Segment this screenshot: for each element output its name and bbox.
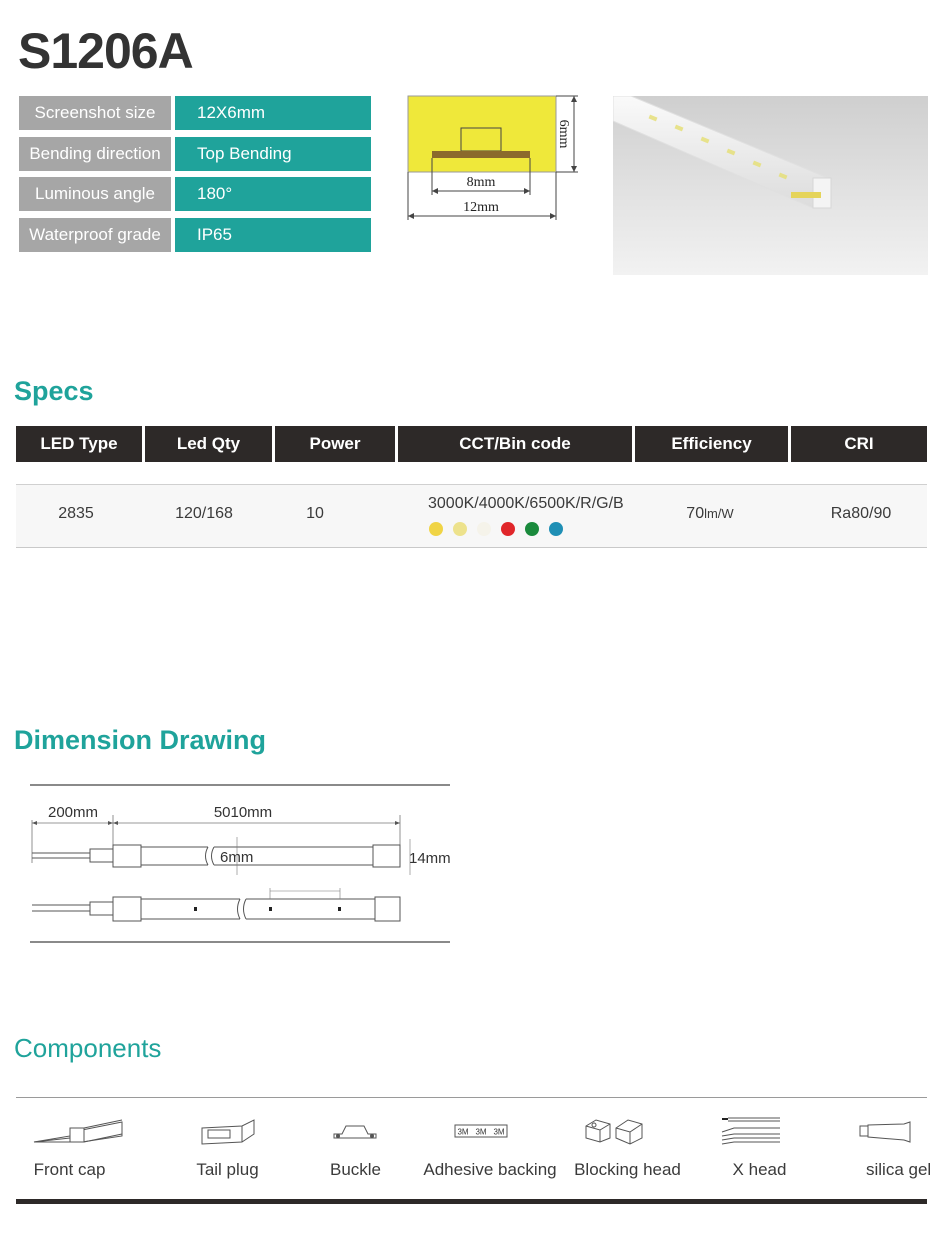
inner-width-label: 6mm: [220, 849, 254, 866]
efficiency-unit: lm/W: [704, 506, 734, 521]
specs-cell-cct: 3000K/4000K/6500K/R/G/B: [428, 495, 624, 512]
adhesive-mark-3: 3M: [493, 1127, 505, 1137]
cross-section-height-label: 6mm: [556, 119, 571, 149]
specs-title: Specs: [14, 376, 94, 406]
outer-width-label: 14mm: [409, 850, 451, 867]
specs-header-led-qty: Led Qty: [145, 426, 272, 462]
cross-section-inner-label: 8mm: [466, 175, 496, 190]
property-label-size: Screenshot size: [19, 96, 171, 130]
dimension-drawing: [20, 775, 465, 950]
component-tail-plug: Tail plug: [196, 1160, 259, 1179]
property-value-bending: Top Bending: [175, 137, 371, 171]
property-label-angle: Luminous angle: [19, 177, 171, 211]
components-divider: [16, 1097, 927, 1098]
component-front-cap: Front cap: [33, 1160, 106, 1179]
specs-cell-power: 10: [306, 505, 324, 522]
tail-plug-icon: [198, 1116, 258, 1148]
adhesive-mark-2: 3M: [475, 1127, 487, 1137]
property-label-bending: Bending direction: [19, 137, 171, 171]
component-x-head: X head: [732, 1160, 787, 1179]
cross-section-diagram: [400, 92, 585, 224]
lead-length-label: 200mm: [47, 804, 99, 821]
product-photo: [613, 96, 928, 275]
strip-length-label: 5010mm: [213, 804, 273, 821]
color-dot-green: [525, 522, 539, 536]
buckle-icon: [330, 1120, 380, 1144]
specs-header-cri: CRI: [791, 426, 927, 462]
property-value-angle: 180°: [175, 177, 371, 211]
color-dot-red: [501, 522, 515, 536]
specs-header-cct: CCT/Bin code: [398, 426, 632, 462]
specs-cell-efficiency: [660, 502, 760, 526]
specs-header-led-type: LED Type: [16, 426, 142, 462]
components-title: Components: [14, 1033, 162, 1063]
dimension-title: Dimension Drawing: [14, 725, 267, 755]
component-blocking-head: Blocking head: [574, 1160, 681, 1179]
specs-cell-cri: Ra80/90: [830, 505, 892, 522]
specs-cell-led-type: 2835: [58, 505, 94, 522]
specs-cell-led-qty: 120/168: [175, 505, 233, 522]
efficiency-value: 70: [686, 505, 705, 522]
footer-bar: [16, 1199, 927, 1204]
component-silica-gel: silica gel: [866, 1160, 932, 1179]
cross-section-outer-label: 12mm: [463, 200, 499, 215]
front-cap-icon: [30, 1114, 125, 1150]
adhesive-backing-icon: [454, 1124, 508, 1138]
color-dot-blue: [549, 522, 563, 536]
blocking-head-icon: [584, 1116, 644, 1146]
component-buckle: Buckle: [329, 1160, 382, 1179]
color-dot-6500k: [477, 522, 491, 536]
property-label-waterproof: Waterproof grade: [19, 218, 171, 252]
silica-gel-icon: [858, 1120, 914, 1144]
component-adhesive-backing: Adhesive backing: [423, 1160, 557, 1179]
property-value-waterproof: IP65: [175, 218, 371, 252]
product-title: S1206A: [18, 23, 193, 79]
color-dot-4000k: [453, 522, 467, 536]
color-dot-3000k: [429, 522, 443, 536]
adhesive-mark-1: 3M: [457, 1127, 469, 1137]
property-value-size: 12X6mm: [175, 96, 371, 130]
specs-header-efficiency: Efficiency: [635, 426, 788, 462]
specs-header-power: Power: [275, 426, 395, 462]
x-head-icon: [720, 1114, 782, 1148]
